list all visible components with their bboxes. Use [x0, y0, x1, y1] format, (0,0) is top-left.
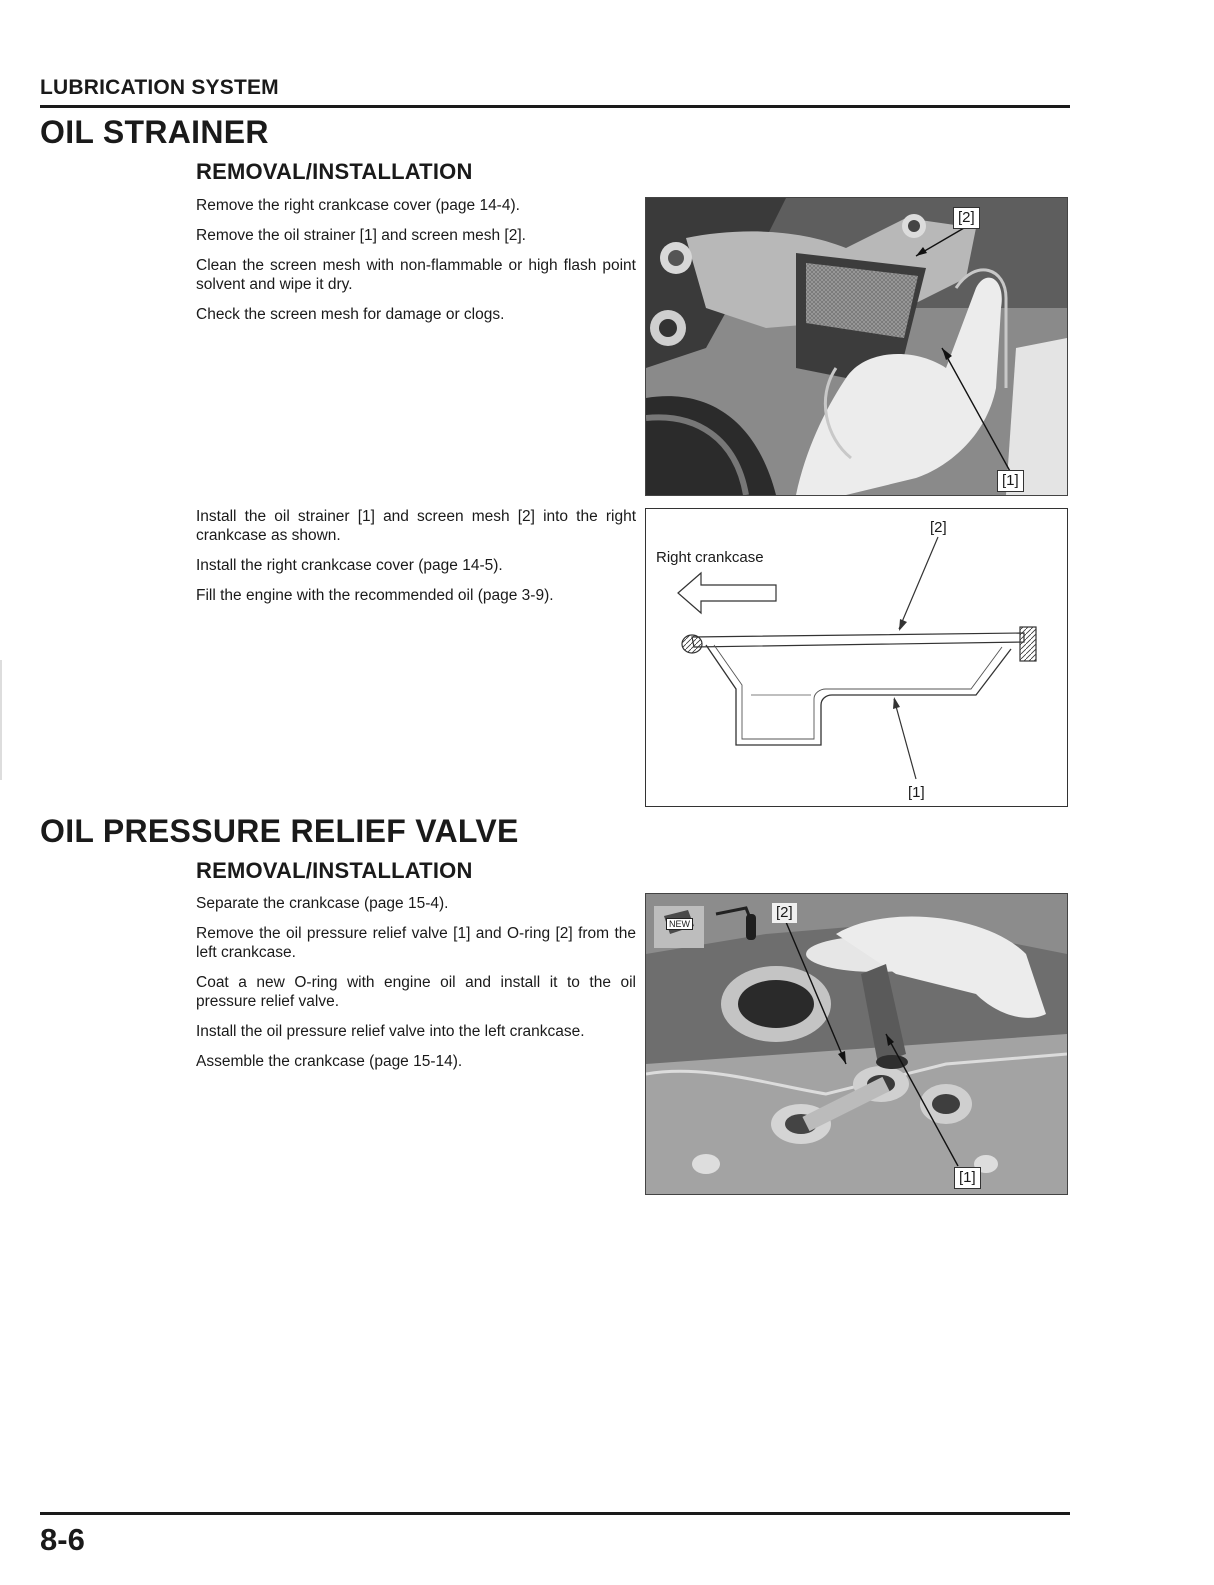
- page-number: 8-6: [40, 1522, 85, 1557]
- relief-valve-photo-illustration: [646, 894, 1067, 1194]
- step-text: Assemble the crankcase (page 15-14).: [196, 1053, 463, 1070]
- oil-strainer-removal-steps: [196, 196, 636, 335]
- section-subtitle-removal-installation: REMOVAL/INSTALLATION: [196, 159, 473, 184]
- photo2-callout-1: [1]: [954, 1167, 981, 1189]
- photo-callout-2: [2]: [953, 207, 980, 229]
- chapter-header: LUBRICATION SYSTEM: [40, 76, 279, 99]
- step-text: Install the oil pressure relief valve into the left crankcase.: [196, 1023, 585, 1040]
- header-rule: [40, 105, 1070, 108]
- section-subtitle-removal-installation-2: REMOVAL/INSTALLATION: [196, 858, 473, 883]
- label-right-crankcase: Right crankcase: [656, 549, 764, 566]
- oil-strainer-installation-diagram: [645, 508, 1068, 807]
- new-part-icon: NEW: [666, 918, 693, 930]
- section-title-oil-strainer: OIL STRAINER: [40, 114, 269, 150]
- oil-strainer-photo: [645, 197, 1068, 496]
- relief-valve-steps: [196, 894, 636, 1082]
- section-title-oil-pressure-relief-valve: OIL PRESSURE RELIEF VALVE: [40, 813, 519, 849]
- step-text: Remove the oil pressure relief valve [1] and O-ring [2] from the left crankcase.: [196, 925, 636, 961]
- scan-edge-mark: [0, 660, 2, 780]
- step-text: Check the screen mesh for damage or clogs.: [196, 306, 505, 323]
- step-text: Install the right crankcase cover (page 14-5).: [196, 557, 503, 574]
- step-text: Fill the engine with the recommended oil (page 3-9).: [196, 587, 554, 604]
- photo2-callout-2: [2]: [772, 903, 797, 923]
- step-text: Remove the right crankcase cover (page 14-4).: [196, 197, 520, 214]
- step-text: Coat a new O-ring with engine oil and install it to the oil pressure relief valve.: [196, 974, 636, 1010]
- oil-strainer-photo-illustration: [646, 198, 1067, 495]
- step-text: Separate the crankcase (page 15-4).: [196, 895, 449, 912]
- step-text: Install the oil strainer [1] and screen mesh [2] into the right crankcase as shown.: [196, 508, 636, 544]
- footer-rule: [40, 1512, 1070, 1515]
- diagram-callout-2: [2]: [930, 519, 947, 536]
- oil-strainer-installation-steps: [196, 507, 636, 616]
- step-text: Clean the screen mesh with non-flammable or high flash point solvent and wipe it dry.: [196, 257, 636, 293]
- relief-valve-photo: [645, 893, 1068, 1195]
- photo-callout-1: [1]: [997, 470, 1024, 492]
- diagram-callout-1: [1]: [908, 784, 925, 801]
- step-text: Remove the oil strainer [1] and screen mesh [2].: [196, 227, 526, 244]
